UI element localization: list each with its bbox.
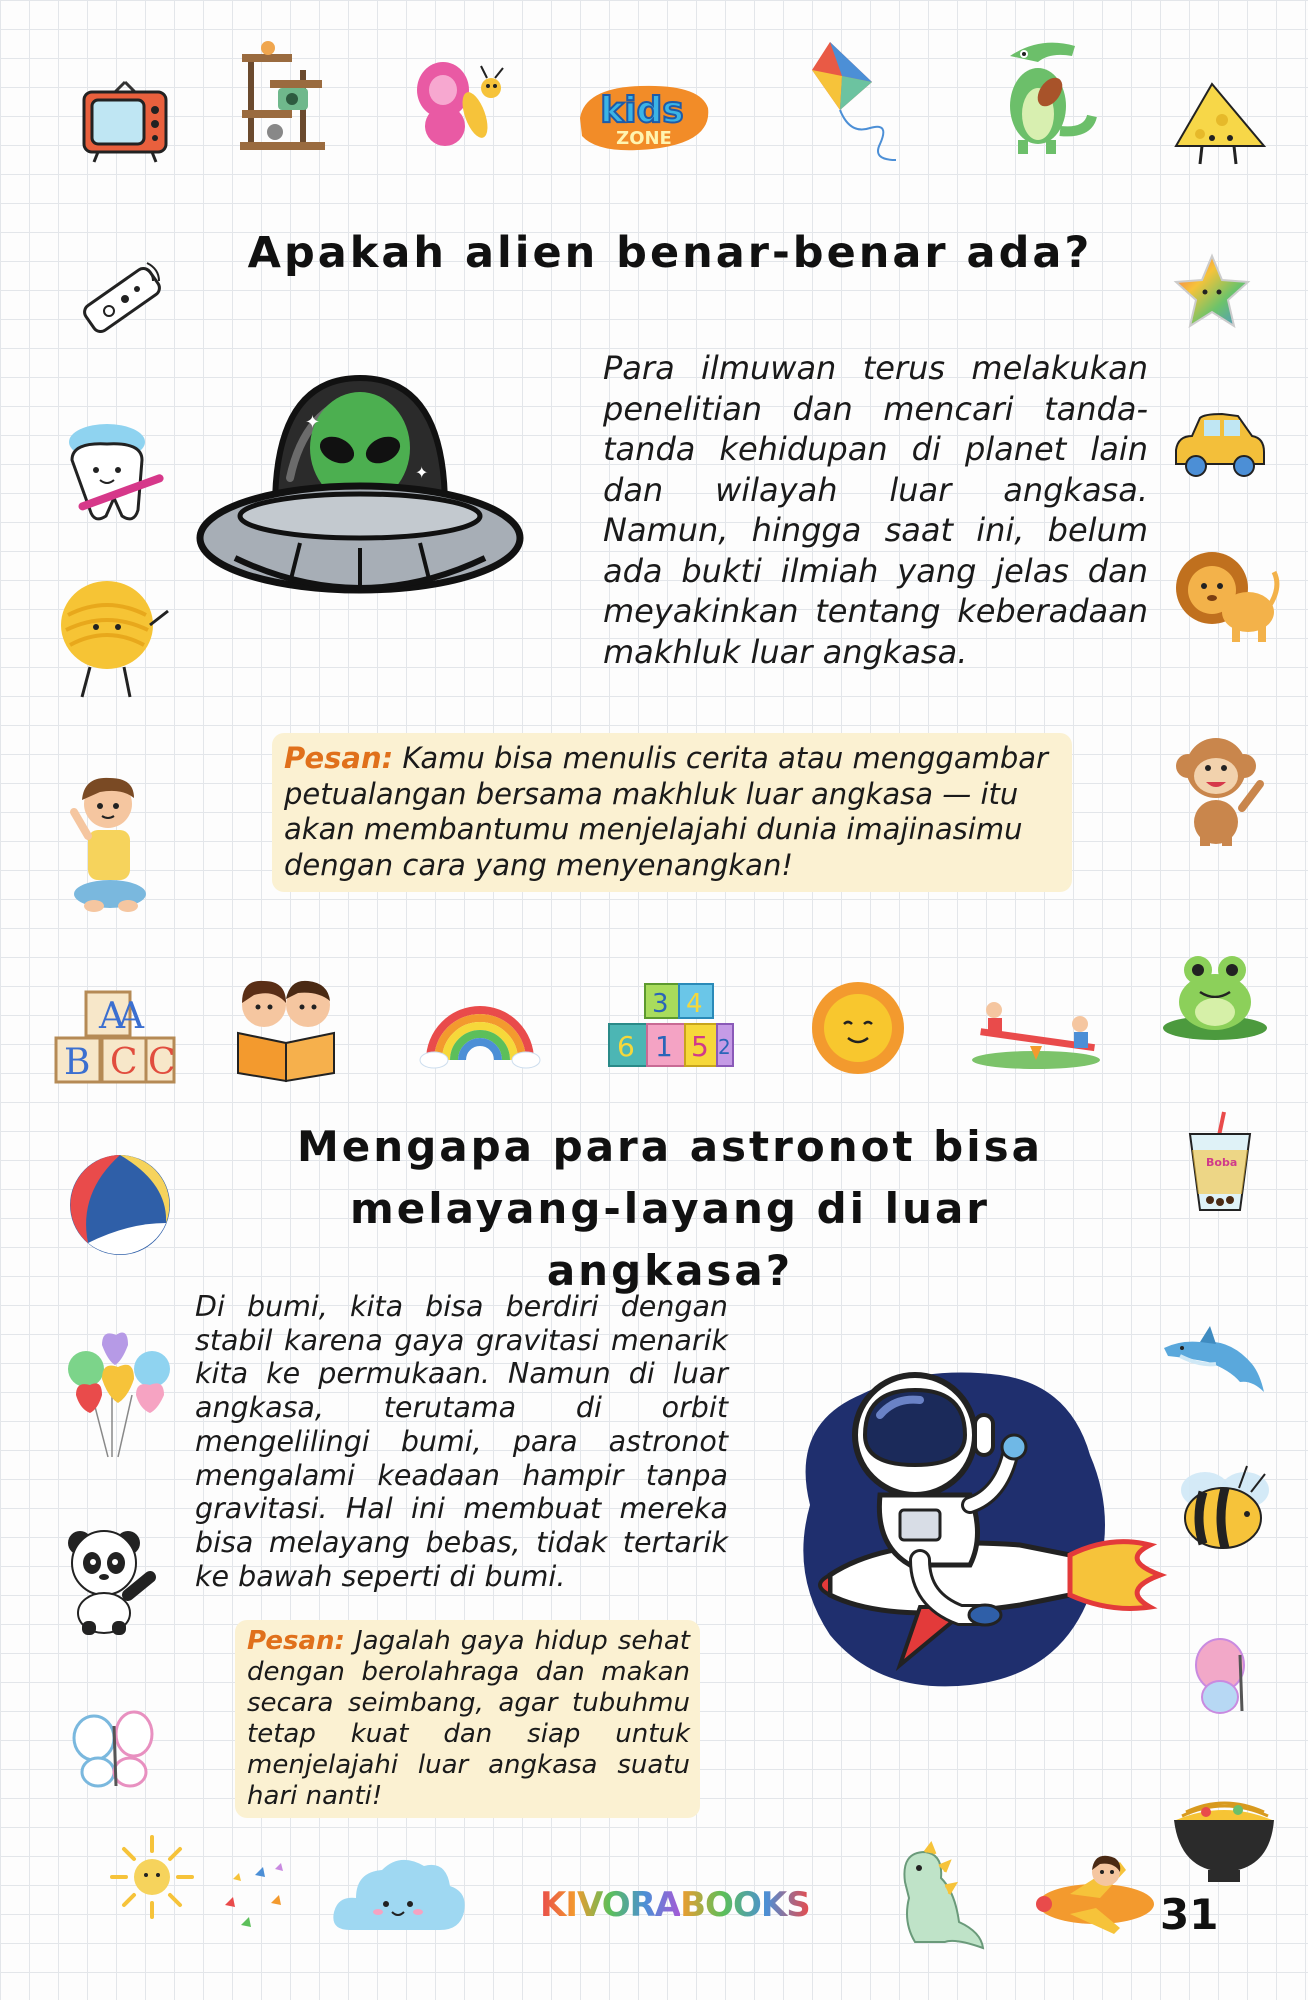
beach-ball-icon: [68, 1153, 173, 1258]
section1-note-text: Kamu bisa menulis cerita atau menggambar petualangan bersama makhluk luar angkasa — itu akan membantumu menjelajahi dunia imajinasimu dengan cara yang menyenangkan!: [284, 741, 1048, 882]
section2-note-label: Pesan:: [247, 1626, 345, 1656]
panda-icon: [62, 1525, 157, 1635]
brand-part1: KIVORA: [540, 1885, 681, 1925]
svg-text:1: 1: [655, 1030, 673, 1063]
cat-tree-icon: [240, 40, 325, 150]
svg-text:A: A: [99, 996, 125, 1037]
svg-text:B: B: [64, 1042, 91, 1083]
svg-text:3: 3: [652, 989, 669, 1019]
section1-body: Para ilmuwan terus melakukan penelitian dan mencari tanda-tanda kehidupan di planet lain dan wilayah luar angkasa. Namun, hingga saat ini, belum ada bukti ilmiah yang jelas dan meyakinkan tentang keberadaan makhluk luar angkasa.: [603, 349, 1148, 671]
kids-zone-logo: [570, 78, 715, 158]
small-sun-icon: [110, 1835, 195, 1920]
crocodile-violin-icon: [980, 36, 1095, 156]
bee-icon: [1165, 1460, 1280, 1555]
rainbow-icon: [420, 1000, 540, 1070]
boy-icon: [70, 770, 150, 918]
frog-icon: [1160, 948, 1270, 1043]
noodle-character-icon: [52, 575, 172, 700]
svg-text:✦: ✦: [305, 412, 321, 433]
star-icon: [1172, 252, 1252, 332]
section2-note: [235, 1620, 700, 1818]
reading-kids-icon: [228, 973, 343, 1083]
section1-note-label: Pesan:: [284, 741, 394, 775]
svg-text:Boba: Boba: [1206, 1156, 1238, 1169]
airplane-kid-icon: [1030, 1842, 1160, 1942]
tv-icon: [80, 80, 170, 165]
cloud-icon: [330, 1850, 470, 1940]
dinosaur-icon: [885, 1842, 985, 1952]
section1-note: [272, 733, 1072, 892]
monkey-icon: [1172, 732, 1267, 847]
svg-text:4: 4: [686, 989, 703, 1019]
tooth-icon: [62, 420, 167, 530]
svg-text:5: 5: [691, 1030, 709, 1063]
section2-title: Mengapa para astronot bisa melayang-layang di luar angkasa?: [297, 1122, 1043, 1295]
pink-butterfly-icon: [1180, 1635, 1265, 1720]
section2-note-text: Jagalah gaya hidup sehat dengan berolahraga dan makan secara seimbang, agar tubuhmu tetap kuat dan siap untuk menjelajahi luar angkasa suatu hari nanti!: [247, 1626, 690, 1811]
svg-text:✦: ✦: [415, 463, 429, 482]
svg-text:6: 6: [617, 1030, 635, 1063]
section1-title: Apakah alien benar-benar ada?: [247, 228, 1093, 278]
brand-part2: BOOKS: [680, 1885, 810, 1925]
sun-icon: [808, 978, 908, 1078]
svg-text:2: 2: [718, 1035, 731, 1059]
brand-logo: [540, 1885, 810, 1925]
butterfly-icon: [415, 60, 510, 150]
svg-text:kids: kids: [600, 90, 684, 131]
svg-text:C: C: [148, 1042, 176, 1083]
small-butterfly-icon: [68, 1710, 163, 1795]
balloons-icon: [62, 1325, 177, 1460]
remote-icon: [75, 255, 165, 340]
boba-drink-icon: [1180, 1110, 1260, 1215]
astronaut-rocket-icon: [770, 1345, 1180, 1705]
kite-icon: [810, 40, 900, 165]
car-icon: [1172, 410, 1267, 480]
noodle-bowl-icon: [1172, 1790, 1277, 1885]
seesaw-icon: [970, 990, 1105, 1070]
section2-body: Di bumi, kita bisa berdiri dengan stabil karena gaya gravitasi menarik kita ke permukaan. Namun di luar angkasa, terutama di orbit mengelilingi bumi, para astronot mengalami keadaan hampir tanpa gravitasi. Hal ini membuat mereka bisa melayang bebas, tidak tertarik ke bawah seperti di bumi.: [195, 1290, 728, 1593]
svg-text:ZONE: ZONE: [616, 128, 672, 149]
ufo-alien-icon: [195, 368, 525, 638]
cheese-icon: [1172, 80, 1267, 170]
number-blocks-icon: [605, 978, 735, 1088]
svg-text:C: C: [110, 1042, 138, 1083]
page-number: 31: [1160, 1890, 1219, 1939]
svg-text:A: A: [118, 996, 144, 1037]
butterflies-icon: [215, 1855, 295, 1935]
lion-icon: [1172, 548, 1282, 643]
abc-blocks-icon: [52, 988, 177, 1088]
